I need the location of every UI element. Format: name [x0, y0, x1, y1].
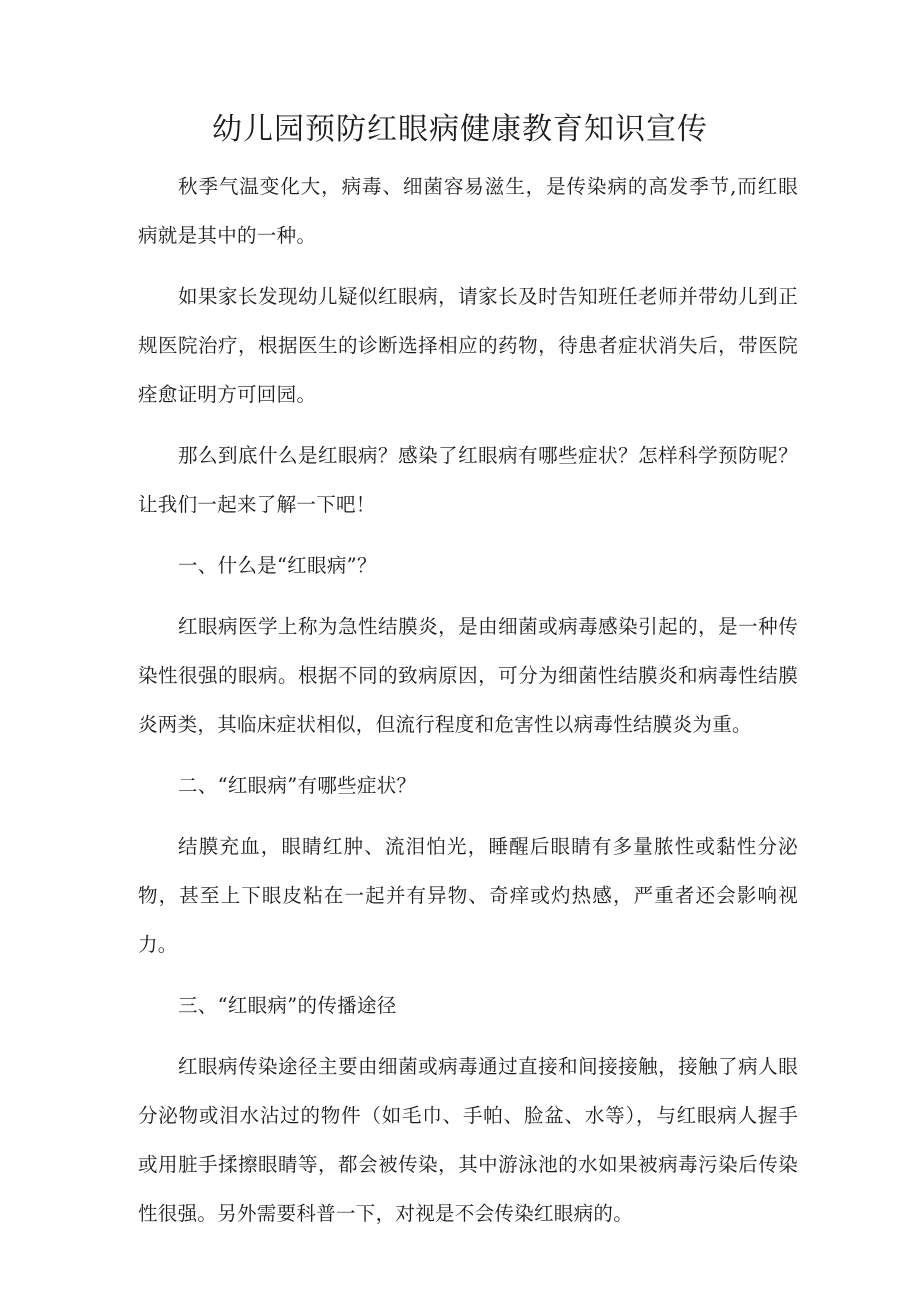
section-heading-transmission: 三、“红眼病”的传播途径	[178, 994, 397, 1017]
section-heading-symptoms: 二、“红眼病”有哪些症状？	[178, 774, 417, 797]
document-title: 幼儿园预防红眼病健康教育知识宣传	[212, 112, 708, 147]
paragraph-parent-notice: 如果家长发现幼儿疑似红眼病，请家长及时告知班任老师并带幼儿到正规医院治疗，根据医生的诊断选择相应的药物，待患者症状消失后，带医院痊愈证明方可回园。	[138, 285, 798, 406]
paragraph-intro: 秋季气温变化大，病毒、细菌容易滋生，是传染病的高发季节,而红眼病就是其中的一种。	[138, 175, 798, 247]
paragraph-definition: 红眼病医学上称为急性结膜炎，是由细菌或病毒感染引起的，是一种传染性很强的眼病。根据不同的致病原因，可分为细菌性结膜炎和病毒性结膜炎两类，其临床症状相似，但流行程度和危害性以病毒性结膜炎为重。	[138, 615, 798, 736]
section-heading-what-is: 一、什么是“红眼病”？	[178, 554, 377, 577]
paragraph-symptoms: 结膜充血，眼睛红肿、流泪怕光，睡醒后眼睛有多量脓性或黏性分泌物，甚至上下眼皮粘在一起并有异物、奇痒或灼热感，严重者还会影响视力。	[138, 835, 798, 956]
paragraph-transmission: 红眼病传染途径主要由细菌或病毒通过直接和间接接触，接触了病人眼分泌物或泪水沾过的物件（如毛巾、手帕、脸盆、水等），与红眼病人握手或用脏手揉擦眼睛等，都会被传染，其中游泳池的水如果被病毒污染后传染性很强。另外需要科普一下，对视是不会传染红眼病的。	[138, 1055, 798, 1225]
paragraph-questions: 那么到底什么是红眼病？感染了红眼病有哪些症状？怎样科学预防呢？让我们一起来了解一下吧！	[138, 444, 798, 516]
document-body	[138, 162, 798, 1250]
